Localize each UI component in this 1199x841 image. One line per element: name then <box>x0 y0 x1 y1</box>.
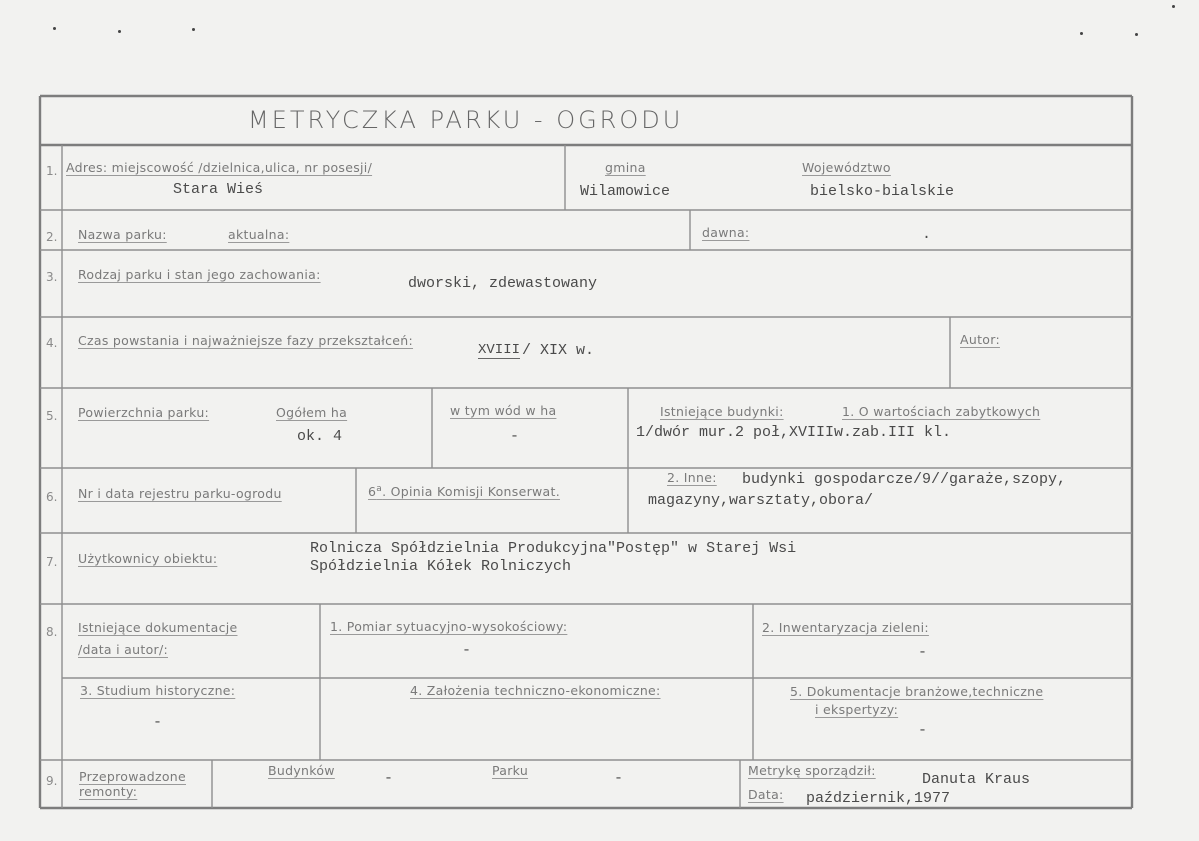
renovations-label-2: remonty: <box>79 784 138 799</box>
users-value-1: Rolnicza Spółdzielnia Produkcyjna"Postęp" w Starej Wsi <box>310 540 797 557</box>
park-renovation-label: Parku <box>492 763 529 778</box>
park-name-former-value: . <box>922 226 932 243</box>
park-name-label: Nazwa parku: <box>78 227 167 242</box>
conservator-opinion-number: 6 <box>368 484 377 500</box>
voivodeship-label: Województwo <box>802 160 891 175</box>
conservator-opinion-label <box>368 484 560 499</box>
register-label: Nr i data rejestru parku-ogrodu <box>78 486 282 501</box>
conservator-opinion-text: . Opinia Komisji Konserwat. <box>382 484 560 500</box>
date-label: Data: <box>748 787 784 802</box>
users-label: Użytkownicy obiektu: <box>78 551 218 566</box>
water-area-label: w tym wód w ha <box>450 403 557 418</box>
total-area-label: Ogółem ha <box>276 405 348 420</box>
documents-label-1: Istniejące dokumentacje <box>78 620 238 635</box>
branch-docs-label-1: 5. Dokumentacje branżowe,techniczne <box>790 684 1044 699</box>
technical-economic-label: 4. Założenia techniczno-ekonomiczne: <box>410 683 661 698</box>
renovations-label-1: Przeprowadzone <box>79 769 186 784</box>
branch-docs-value: - <box>918 722 928 739</box>
historic-buildings-value: 1/dwór mur.2 poł,XVIIIw.zab.III kl. <box>636 424 952 441</box>
address-label: Adres: miejscowość /dzielnica,ulica, nr posesji/ <box>66 160 373 175</box>
survey-label: 1. Pomiar sytuacyjno-wysokościowy: <box>330 619 568 634</box>
prepared-by-value: Danuta Kraus <box>922 771 1031 788</box>
row-number: 3. <box>46 270 58 284</box>
row-number: 8. <box>46 625 58 639</box>
author-label: Autor: <box>960 332 1000 347</box>
row-number: 5. <box>46 409 58 423</box>
water-area-value: - <box>510 428 520 445</box>
park-type-label: Rodzaj parku i stan jego zachowania: <box>78 267 321 282</box>
buildings-renovation-value: - <box>384 770 394 787</box>
address-value: Stara Wieś <box>173 181 264 198</box>
park-area-label: Powierzchnia parku: <box>78 405 210 420</box>
other-buildings-value-1: budynki gospodarcze/9//garaże,szopy, <box>742 471 1067 488</box>
survey-value: - <box>462 642 472 659</box>
creation-time-value-a: XVIII <box>478 342 521 358</box>
creation-time-value-b: / XIX w. <box>522 342 595 359</box>
row-number: 6. <box>46 490 58 504</box>
row-number: 2. <box>46 230 58 244</box>
park-renovation-value: - <box>614 770 624 787</box>
buildings-renovation-label: Budynków <box>268 763 335 778</box>
row-number: 4. <box>46 336 58 350</box>
conservator-opinion-superscript: a <box>376 484 383 494</box>
gmina-value: Wilamowice <box>580 183 671 200</box>
other-buildings-value-2: magazyny,warsztaty,obora/ <box>648 492 874 509</box>
branch-docs-label-2: i ekspertyzy: <box>815 702 899 717</box>
greenery-inventory-label: 2. Inwentaryzacja zieleni: <box>762 620 929 635</box>
other-buildings-label: 2. Inne: <box>667 470 717 485</box>
historic-buildings-label: 1. O wartościach zabytkowych <box>842 404 1041 419</box>
greenery-inventory-value: - <box>918 644 928 661</box>
total-area-value: ok. 4 <box>297 428 343 445</box>
row-number: 1. <box>46 164 58 178</box>
row-number: 9. <box>46 774 58 788</box>
park-name-current-label: aktualna: <box>228 227 290 242</box>
form-title: METRYCZKA PARKU - OGRODU <box>248 106 684 134</box>
gmina-label: gmina <box>605 160 646 175</box>
existing-buildings-label: Istniejące budynki: <box>660 404 784 419</box>
date-value: październik,1977 <box>806 790 951 807</box>
voivodeship-value: bielsko-bialskie <box>810 183 955 200</box>
documents-label-2: /data i autor/: <box>78 642 168 657</box>
row-number: 7. <box>46 555 58 569</box>
prepared-by-label: Metrykę sporządził: <box>748 763 876 778</box>
park-name-former-label: dawna: <box>702 225 750 240</box>
park-type-value: dworski, zdewastowany <box>408 275 598 292</box>
historical-study-value: - <box>153 714 163 731</box>
historical-study-label: 3. Studium historyczne: <box>80 683 236 698</box>
users-value-2: Spółdzielnia Kółek Rolniczych <box>310 558 572 575</box>
creation-time-label: Czas powstania i najważniejsze fazy przekształceń: <box>78 333 414 348</box>
